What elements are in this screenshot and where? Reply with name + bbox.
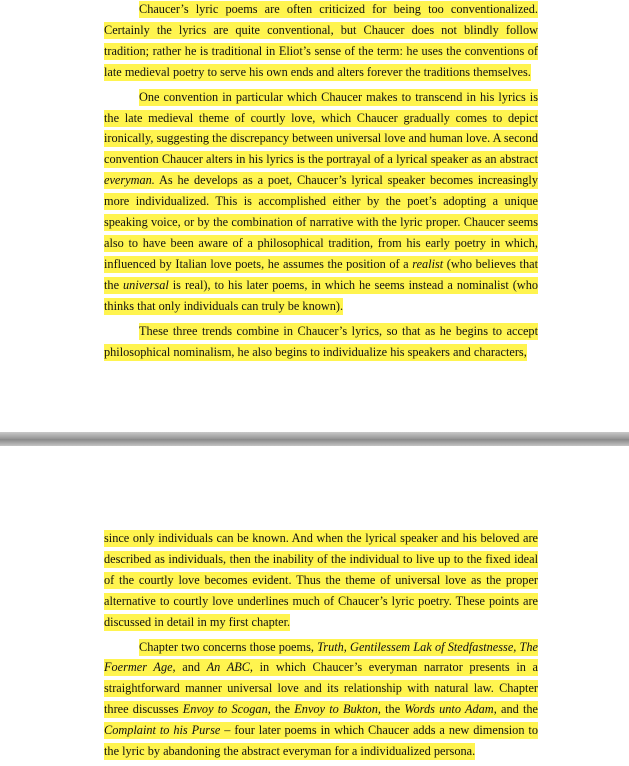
page-separator [0,432,629,446]
paragraph [104,637,538,762]
paragraph [104,321,538,363]
page-1-text [104,0,538,366]
italic-text: Complaint to his Purse [104,723,221,738]
text-run: and [175,660,207,675]
italic-text: Envoy to Bukton, [294,702,381,717]
highlighted-text[interactable] [104,89,538,315]
italic-text: universal [123,277,169,292]
italic-text: Truth, Gentilessem Lak of Stedfastnesse, The Foermer Age, [104,639,538,675]
highlighted-text[interactable]: These three trends combine in Chaucer’s lyrics, so that as he begins to accept philosophical nominalism, he also begins to individualize his speakers and characters, [104,323,538,359]
paragraph [104,0,538,83]
highlighted-text[interactable]: since only individuals can be known. And when the lyrical speaker and his beloved are described as individuals, then the inability of the individual to live up to the fixed ideal of the courtly love becomes evident. Thus the theme of universal love as the proper alternative to courtly love underlines much of Chaucer’s lyric poetry. These points are discussed in detail in my first chapter. [104,531,538,629]
text-run: , and the [493,702,538,717]
italic-text: Words unto Adam [404,702,494,717]
text-run: is real), to his later poems, in which he seems instead a nominalist (who thinks that only individuals can truly be known). [104,277,538,313]
highlighted-text[interactable]: Chaucer’s lyric poems are often criticized for being too conventionalized. Certainly the lyrics are quite conventional, but Chaucer does not blindly follow tradition; rather he is traditional in Eliot’s sense of the term: he uses the conventions of late medieval poetry to serve his own ends and alters forever the traditions themselves. [104,2,538,79]
text-run: As he develops as a poet, Chaucer’s lyrical speaker becomes increasingly more individualized. This is accomplished either by the poet’s adopting a unique speaking voice, or by the combination of narrative with the lyric proper. Chaucer seems also to have been aware of a philosophical tradition, from his early poetry in which, influenced by Italian love poets, he assumes the position of a [104,173,538,271]
text-run: (who believes that the [104,256,538,292]
text-run: One convention in particular which Chaucer makes to transcend in his lyrics is the late medieval theme of courtly love, which Chaucer gradually comes to depict ironically, suggesting the discrepancy between universal love and human love. A second convention Chaucer alters in his lyrics is the portrayal of a lyrical speaker as an abstract [104,89,538,167]
document-page-2 [0,446,629,759]
highlighted-text[interactable] [104,639,538,761]
text-run: the [380,702,405,717]
italic-text: realist [412,256,444,271]
italic-text: everyman. [104,173,155,188]
italic-text: An ABC, [206,660,254,675]
text-run: , the [267,702,295,717]
paragraph [104,528,538,633]
text-run: – four later poems in which Chaucer adds a new dimension to the lyric by abandoning the abstract everyman for a individualized persona. [104,723,538,759]
paragraph [104,87,538,317]
text-run: Chapter two concerns those poems, [139,639,318,654]
text-run: in which Chaucer’s everyman narrator presents in a straightforward manner universal love and its relationship with natural law. Chapter three discusses [104,660,538,717]
italic-text: Envoy to Scogan [182,702,268,717]
page-2-text [104,528,538,766]
